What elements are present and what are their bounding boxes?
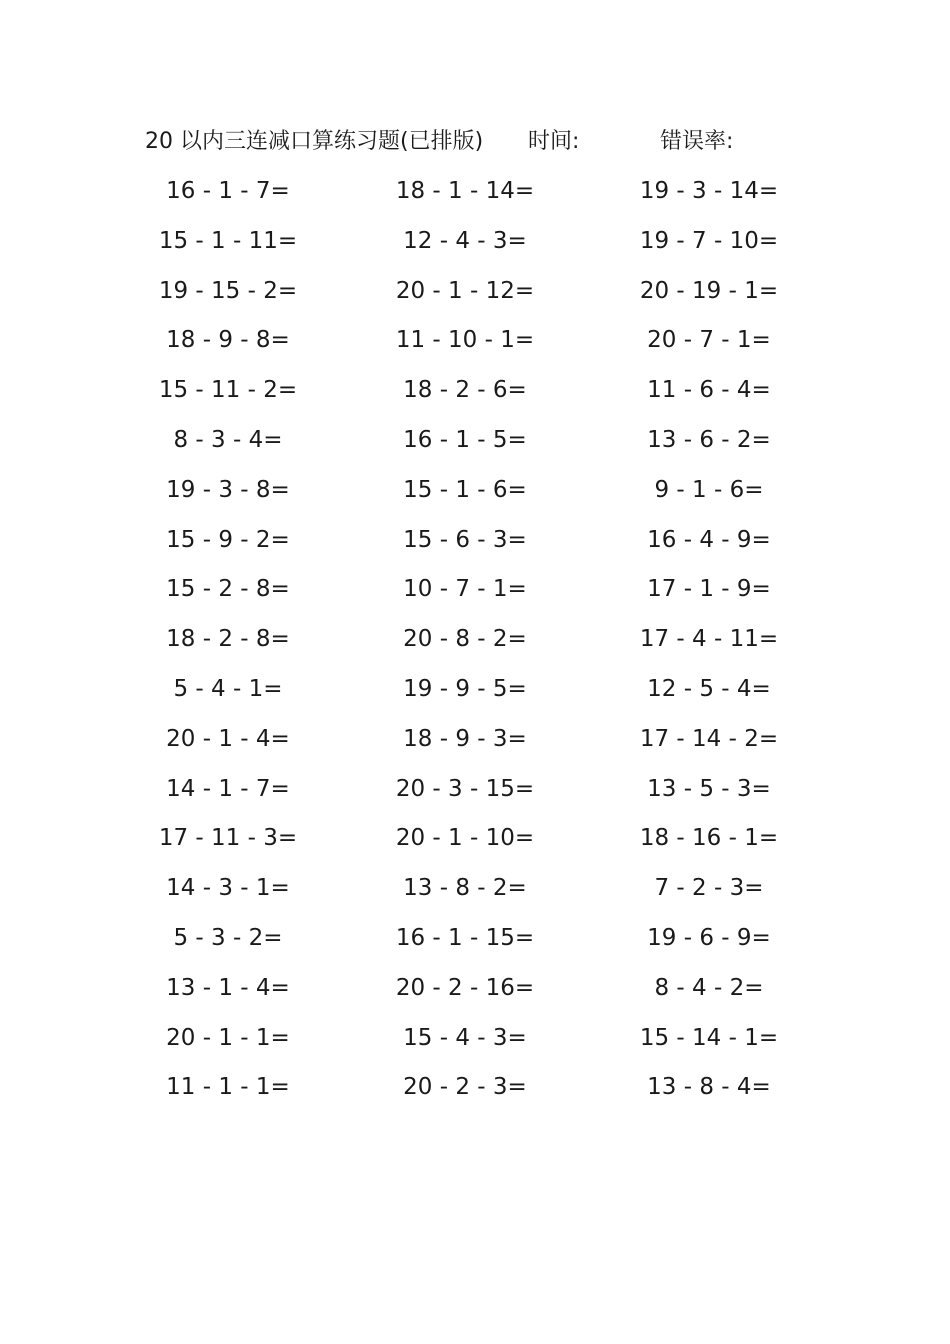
exercise-row (0, 772, 950, 822)
exercise-problem: 18 - 9 - 8= (166, 327, 290, 354)
exercise-problem: 11 - 10 - 1= (395, 327, 535, 354)
exercise-problem: 18 - 2 - 6= (403, 377, 527, 404)
error-rate-label: 错误率: (660, 129, 734, 154)
exercise-problem: 17 - 4 - 11= (639, 626, 779, 653)
exercise-problem: 16 - 1 - 5= (403, 426, 527, 453)
exercise-problem: 20 - 3 - 15= (395, 775, 535, 802)
exercise-row (0, 622, 950, 672)
exercise-row (0, 174, 950, 224)
exercise-row (0, 274, 950, 324)
exercise-problem: 14 - 3 - 1= (166, 875, 290, 902)
exercise-problem: 15 - 14 - 1= (639, 1024, 779, 1051)
exercise-row (0, 1021, 950, 1071)
exercise-row (0, 1070, 950, 1120)
exercise-problem: 10 - 7 - 1= (403, 576, 527, 603)
exercise-problem: 20 - 1 - 4= (166, 725, 290, 752)
exercise-problem: 15 - 9 - 2= (166, 526, 290, 553)
exercise-problem: 15 - 11 - 2= (158, 377, 298, 404)
exercise-problem: 5 - 3 - 2= (173, 924, 283, 951)
exercise-row (0, 672, 950, 722)
exercise-row (0, 473, 950, 523)
exercise-problem: 13 - 8 - 4= (647, 1074, 771, 1101)
exercise-grid (0, 174, 950, 1120)
exercise-problem: 11 - 6 - 4= (647, 377, 771, 404)
page-title: 20 以内三连减口算练习题(已排版) (145, 129, 484, 154)
exercise-problem: 18 - 1 - 14= (395, 178, 535, 204)
exercise-problem: 19 - 9 - 5= (403, 675, 527, 702)
exercise-problem: 15 - 2 - 8= (166, 576, 290, 603)
exercise-problem: 15 - 1 - 11= (158, 227, 298, 254)
exercise-problem: 15 - 6 - 3= (403, 526, 527, 553)
exercise-problem: 18 - 2 - 8= (166, 626, 290, 653)
exercise-problem: 13 - 6 - 2= (647, 426, 771, 453)
exercise-problem: 19 - 15 - 2= (158, 277, 298, 304)
exercise-problem: 12 - 5 - 4= (647, 675, 771, 702)
exercise-problem: 16 - 4 - 9= (647, 526, 771, 553)
worksheet-header (145, 127, 845, 157)
exercise-problem: 16 - 1 - 7= (166, 178, 290, 204)
exercise-problem: 5 - 4 - 1= (173, 675, 283, 702)
exercise-problem: 13 - 5 - 3= (647, 775, 771, 802)
exercise-problem: 20 - 7 - 1= (647, 327, 771, 354)
exercise-problem: 17 - 11 - 3= (158, 825, 298, 852)
exercise-problem: 15 - 1 - 6= (403, 476, 527, 503)
exercise-problem: 20 - 8 - 2= (403, 626, 527, 653)
exercise-problem: 17 - 1 - 9= (647, 576, 771, 603)
exercise-row (0, 871, 950, 921)
exercise-problem: 20 - 2 - 16= (395, 974, 535, 1001)
exercise-row (0, 971, 950, 1021)
exercise-problem: 20 - 19 - 1= (639, 277, 779, 304)
exercise-problem: 7 - 2 - 3= (654, 875, 764, 902)
exercise-row (0, 821, 950, 871)
exercise-problem: 19 - 6 - 9= (647, 924, 771, 951)
exercise-row (0, 323, 950, 373)
exercise-problem: 19 - 3 - 14= (639, 178, 779, 204)
exercise-problem: 20 - 1 - 12= (395, 277, 535, 304)
exercise-problem: 8 - 3 - 4= (173, 426, 283, 453)
exercise-problem: 20 - 1 - 1= (166, 1024, 290, 1051)
exercise-problem: 18 - 16 - 1= (639, 825, 779, 852)
exercise-row (0, 224, 950, 274)
exercise-row (0, 722, 950, 772)
exercise-problem: 9 - 1 - 6= (654, 476, 764, 503)
exercise-problem: 8 - 4 - 2= (654, 974, 764, 1001)
exercise-row (0, 423, 950, 473)
exercise-problem: 20 - 2 - 3= (403, 1074, 527, 1101)
exercise-problem: 16 - 1 - 15= (395, 924, 535, 951)
exercise-problem: 19 - 7 - 10= (639, 227, 779, 254)
exercise-problem: 19 - 3 - 8= (166, 476, 290, 503)
exercise-problem: 11 - 1 - 1= (166, 1074, 290, 1101)
exercise-row (0, 572, 950, 622)
exercise-problem: 18 - 9 - 3= (403, 725, 527, 752)
exercise-problem: 13 - 8 - 2= (403, 875, 527, 902)
exercise-problem: 20 - 1 - 10= (395, 825, 535, 852)
exercise-problem: 14 - 1 - 7= (166, 775, 290, 802)
exercise-problem: 13 - 1 - 4= (166, 974, 290, 1001)
exercise-row (0, 523, 950, 573)
exercise-problem: 15 - 4 - 3= (403, 1024, 527, 1051)
exercise-problem: 17 - 14 - 2= (639, 725, 779, 752)
exercise-row (0, 921, 950, 971)
exercise-row (0, 373, 950, 423)
exercise-problem: 12 - 4 - 3= (403, 227, 527, 254)
time-label: 时间: (528, 129, 580, 154)
